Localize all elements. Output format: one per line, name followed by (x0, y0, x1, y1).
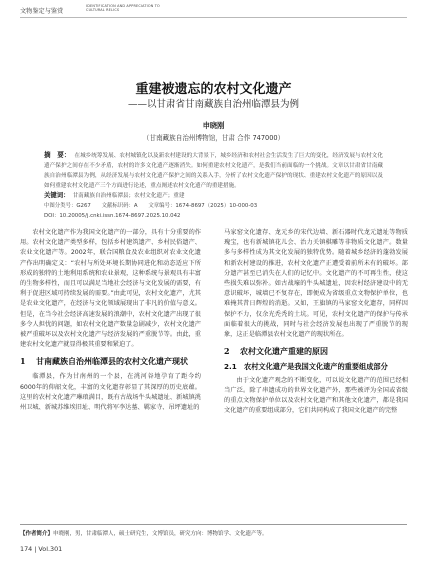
author-footnote (20, 529, 410, 537)
author-affiliation: （甘南藏族自治州博物馆，甘肃 合作 747000） (142, 134, 285, 142)
section-title: 农村文化遗产重建的原因 (240, 346, 328, 357)
article-subtitle: ——以甘肃省甘南藏族自治州临潭县为例 (127, 99, 299, 110)
section-title: 甘南藏族自治州临潭县的农村文化遗产现状 (36, 356, 188, 367)
section-heading-2 (224, 346, 408, 357)
author-footnote-label: 【作者简介】 (20, 531, 54, 537)
author-footnote-text: 申晓刚，男，甘肃临潭人，硕士研究生，文博馆员，研究方向：博物馆学、文化遗产等。 (53, 531, 268, 537)
keywords (44, 190, 383, 199)
section-heading-1 (20, 356, 201, 367)
section-number: 1 (20, 356, 26, 367)
subsection-number: 2.1 (224, 362, 237, 372)
subsection-heading-2-1 (224, 362, 408, 373)
page-number: 174 | Vol.301 (20, 545, 63, 553)
header-rule (20, 17, 407, 18)
keywords-text: 甘南藏族自治州临潭县；农村文化遗产；重建 (72, 193, 185, 199)
abstract-text: 在城乡统筹发展、农村城镇化以及新农村建设的大背景下，城乡经济和农村社会生活发生了巨大的变化，经济发展与农村文化遗产保护之间存在不少矛盾，农村的许多文化遗产逐渐消失。如何重建农村文化遗产，是我们当前面临的一个挑战。文章以甘肃省甘南藏族自治州临潭县为例，从经济发展与农村文化遗产保护之间的关系入手，分析了农村文化遗产保护的现状、重建农村文化遗产的原因以及如何重建农村文化遗产三个方面进行论述，重点阐述农村文化遗产的重建措施。 (44, 153, 383, 189)
journal-name-english: IDENTIFICATION AND APPRECIATION TO CULTURAL RELICS (86, 4, 160, 13)
journal-name: 文物鉴定与鉴赏 (20, 8, 64, 15)
article-title: 重建被遗忘的农村文化遗产 (135, 82, 292, 97)
body-column-right (224, 228, 408, 417)
footnote-rule (20, 524, 407, 525)
abstract-label: 摘 要： (44, 151, 71, 159)
continued-paragraph: 马家窑文化遗存、龙元乡的宋代边墙、新石器时代龙元遗址等物质瑰宝，也有新城镇花儿会、治力关镇棋雕等非物质文化遗产。数量多与多样性成为其文化发展的独特优势。随着城乡经济的蓬勃发展和新农村建设的推进，农村文化遗产正遭受着前所未有的破坏。部分遗产甚至已消失在人们的记忆中。文化遗产的不可再生性，使这些损失难以弥补。如古战壕的牛头城遗址，因农村经济建设中的无意识破坏，城墙已不复存在，即便成为省级重点文物保护单位，也难掩其昔日辉煌的消逝。又如，王旗镇的马家窑文化遗存，同样因保护不力，仅余光秃秃的土坑。可见，农村文化遗产的保护与传承面临着很大的挑战，同时与社会经济发展也出现了严重脱节的现象，这正是临潭县农村文化遗产的现状所在。 (224, 229, 408, 339)
author-name: 申晓刚 (202, 121, 225, 130)
classification-line: 中图分类号：G267 文献标识码：A 文章编号：1674-8697（2025）10-000-03 (44, 203, 258, 209)
subsection-paragraph: 由于文化遗产观念的不断变化，可以说文化遗产的范围已经相当广泛。除了串遗成功的世界文化遗产外，那些被评为全国或省级的重点文物保护单位以及农村文化遗产和其他文化遗产，都是我国文化遗产的重要组成部分，它们共同构成了我国文化遗产的完整 (224, 376, 408, 415)
abstract (44, 150, 383, 191)
subsection-title: 农村文化遗产是我国文化遗产的重要组成部分 (244, 362, 388, 372)
running-header (0, 0, 427, 22)
doi-line: DOI：10.20005/j.cnki.issn.1674-8697.2025.10.042 (44, 213, 181, 219)
section-number: 2 (224, 346, 230, 357)
intro-paragraph: 农村文化遗产作为我国文化遗产的一部分，具有十分重要的作用。农村文化遗产类型多样，包括乡村建筑遗产、乡村民俗遗产、农业文化遗产等。2002年，联合国粮食及农业组织对农业文化遗产作出明确定义：“农村与所处环境长期协同进化和动态适应下所形成的独特的土地利用系统和农业景观，这种系统与景观具有丰富的生物多样性，而且可以满足当地社会经济与文化发展的需要，有利于促进区域可持续发展的需要。”由此可见，农村文化遗产，尤其是农业文化遗产，在经济与文化领域展现出了非凡的价值与意义。但是，在当今社会经济高速发展的浪潮中，农村文化遗产出现了很多令人担忧的问题，如农村文化遗产数量急剧减少，农村文化遗产被严重破坏以及农村文化遗产与经济发展的严重脱节等。由此，重建农村文化遗产就显得极其重要和紧迫了。 (20, 229, 201, 349)
body-column-left (20, 228, 201, 413)
section1-paragraph: 临潭县，作为甘南州的一个县，在洮河谷地孕育了距今约6000年的仰韶文化，丰富的文化遗存彰显了其深厚的历史底蕴。这里的农村文化遗产琳琅满目，既有古战场牛头城遗址、新城镇洮州卫城、新城苏维埃旧址、明代将军李达墓、羁家寺、吊坪遗址的 (20, 373, 201, 412)
keywords-label: 关键词： (44, 191, 70, 199)
